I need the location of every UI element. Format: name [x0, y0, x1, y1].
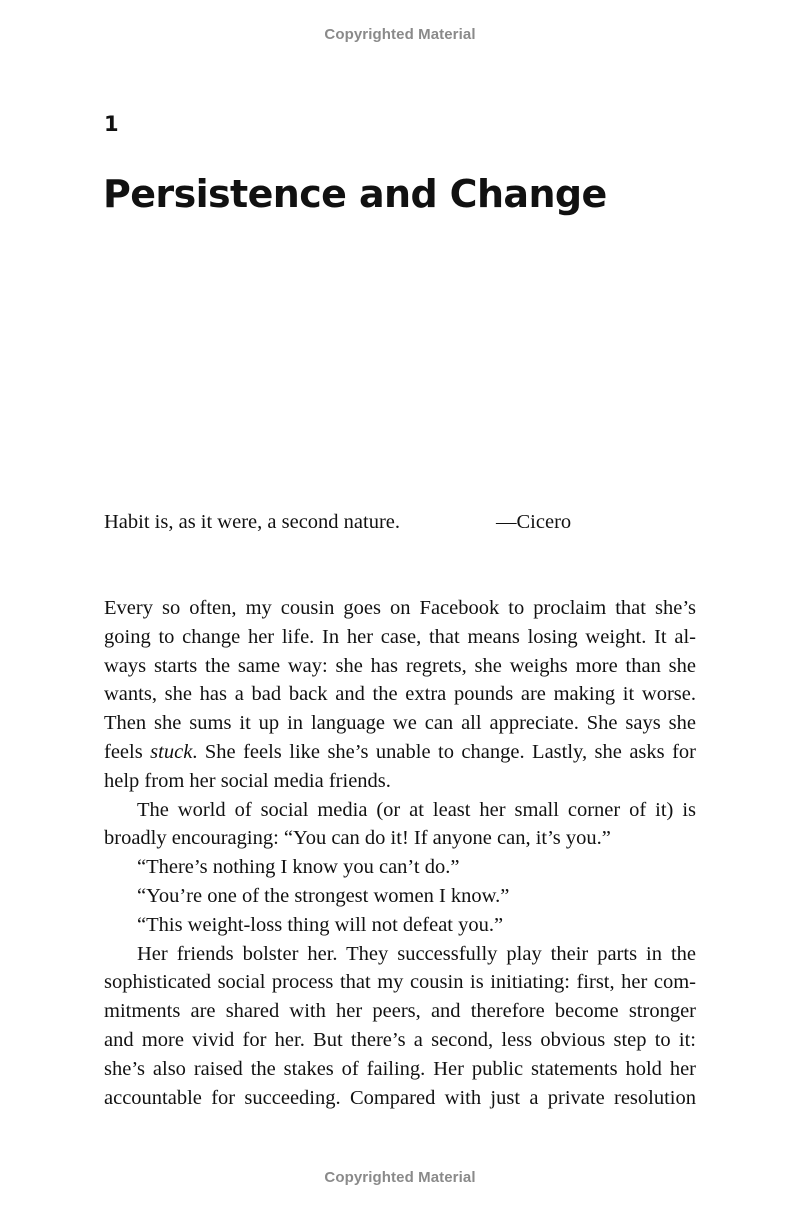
paragraph: [104, 796, 696, 854]
text-line: The world of social media (or at least her small corner of it) is: [137, 798, 696, 821]
emphasized-word: stuck: [150, 740, 193, 763]
epigraph-attribution: —Cicero: [496, 511, 572, 533]
text-fragment: . She feels like she’s unable to change. Lastly, she asks for: [192, 740, 696, 763]
text-line: she’s also raised the stakes of failing. Her public statements hold her: [104, 1057, 696, 1080]
text-line: Every so often, my cousin goes on Facebook to proclaim that she’s: [104, 597, 696, 619]
text-line: going to change her life. In her case, that means losing weight. It al-: [104, 625, 696, 648]
copyright-watermark-top: Copyrighted Material: [324, 26, 476, 43]
text-line: Her friends bolster her. They successfully play their parts in the: [137, 942, 696, 965]
text-line: sophisticated social process that my cousin is initiating: first, her com-: [104, 971, 696, 994]
text-line: help from her social media friends.: [104, 769, 391, 792]
chapter-title: Persistence and Change: [103, 172, 607, 216]
copyright-watermark-bottom: Copyrighted Material: [324, 1169, 476, 1186]
epigraph: [104, 511, 704, 534]
text-line: broadly encouraging: “You can do it! If anyone can, it’s you.”: [104, 827, 611, 850]
text-line: accountable for succeeding. Compared with just a private resolution: [104, 1086, 696, 1109]
text-fragment: feels: [104, 740, 151, 763]
epigraph-quote: Habit is, as it were, a second nature.: [104, 511, 401, 533]
paragraph: [104, 594, 696, 796]
text-line: wants, she has a bad back and the extra pounds are making it worse.: [104, 683, 696, 706]
text-line: mitments are shared with her peers, and therefore become stronger: [104, 1000, 696, 1023]
quote-line: “You’re one of the strongest women I know.”: [137, 884, 510, 907]
chapter-body-text: [104, 594, 696, 1112]
text-line: Then she sums it up in language we can all appreciate. She says she: [104, 712, 696, 735]
text-line: ways starts the same way: she has regrets, she weighs more than she: [104, 654, 696, 677]
quote-line: “This weight-loss thing will not defeat you.”: [137, 913, 504, 936]
paragraph: [104, 940, 696, 1113]
quote-line: “There’s nothing I know you can’t do.”: [137, 856, 460, 879]
chapter-number: 1: [104, 112, 119, 136]
text-line: and more vivid for her. But there’s a second, less obvious step to it:: [104, 1028, 696, 1051]
text-line: [104, 738, 696, 767]
